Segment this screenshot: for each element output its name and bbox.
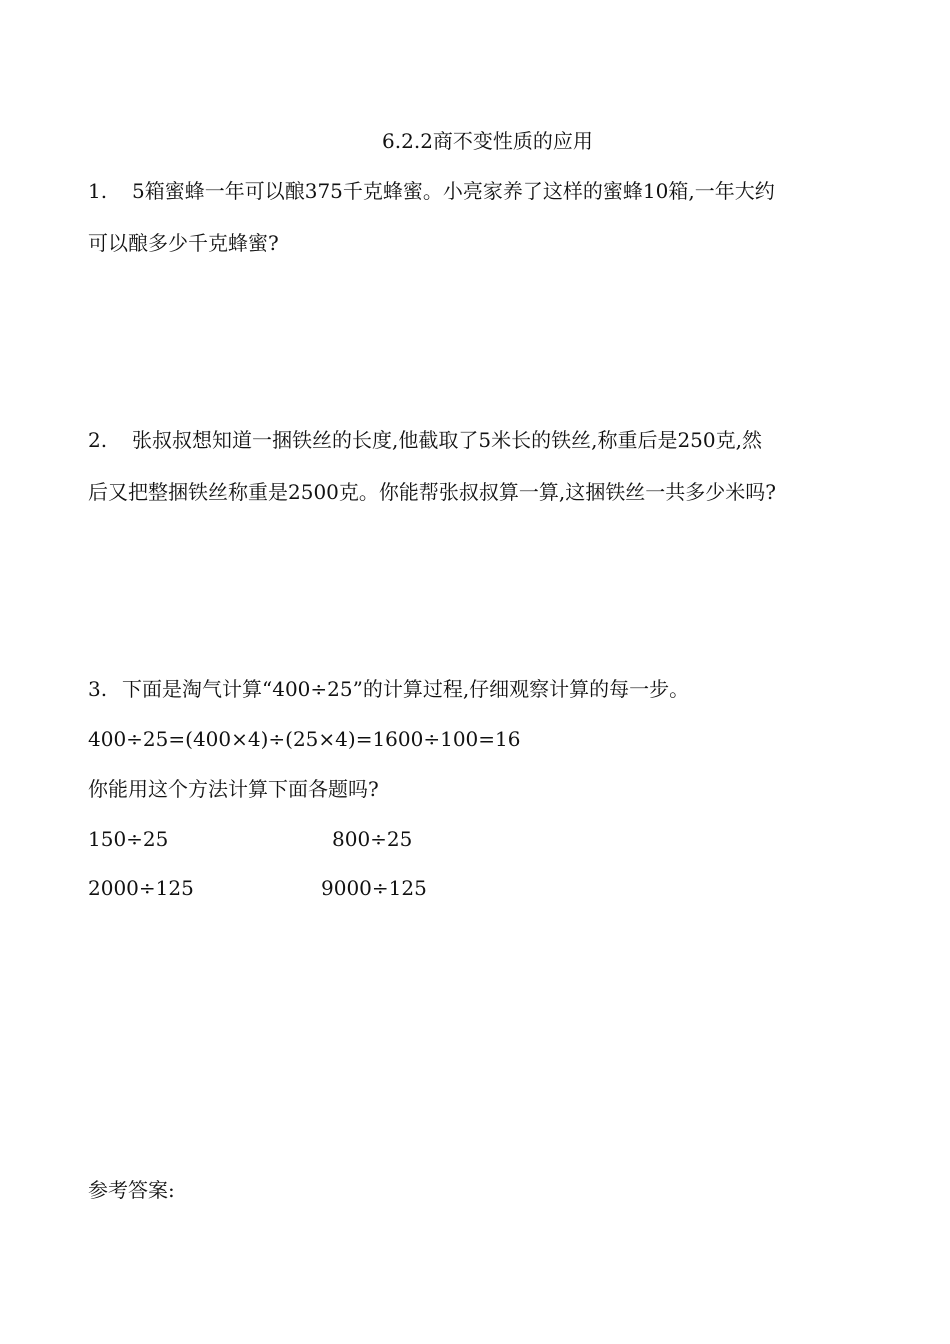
- question-1-line-2: 可以酿多少千克蜂蜜?: [88, 231, 279, 255]
- question-2-line-2: 后又把整捆铁丝称重是2500克。你能帮张叔叔算一算,这捆铁丝一共多少米吗?: [88, 480, 776, 504]
- question-1-text-1: 5箱蜜蜂一年可以酿375千克蜂蜜。小亮家养了这样的蜜蜂10箱,一年大约: [132, 179, 775, 203]
- question-1-line-1: [88, 177, 775, 205]
- exercise-3: 2000÷125: [88, 876, 194, 900]
- question-1-number: 1.: [88, 179, 108, 203]
- question-3-prompt: 你能用这个方法计算下面各题吗?: [88, 777, 379, 801]
- question-2-number: 2.: [88, 428, 108, 452]
- question-3-number: 3.: [88, 677, 108, 701]
- question-2-text-1: 张叔叔想知道一捆铁丝的长度,他截取了5米长的铁丝,称重后是250克,然: [132, 428, 762, 452]
- question-3-text-1: 下面是淘气计算“400÷25”的计算过程,仔细观察计算的每一步。: [122, 677, 690, 701]
- question-3-example: 400÷25=(400×4)÷(25×4)=1600÷100=16: [88, 727, 521, 751]
- page-title: 6.2.2商不变性质的应用: [382, 129, 593, 153]
- exercise-2: 800÷25: [332, 827, 413, 851]
- exercise-1: 150÷25: [88, 827, 169, 851]
- question-3-line-1: [88, 675, 689, 703]
- question-2-line-1: [88, 426, 762, 454]
- answers-heading: 参考答案:: [88, 1178, 175, 1202]
- exercise-4: 9000÷125: [321, 876, 427, 900]
